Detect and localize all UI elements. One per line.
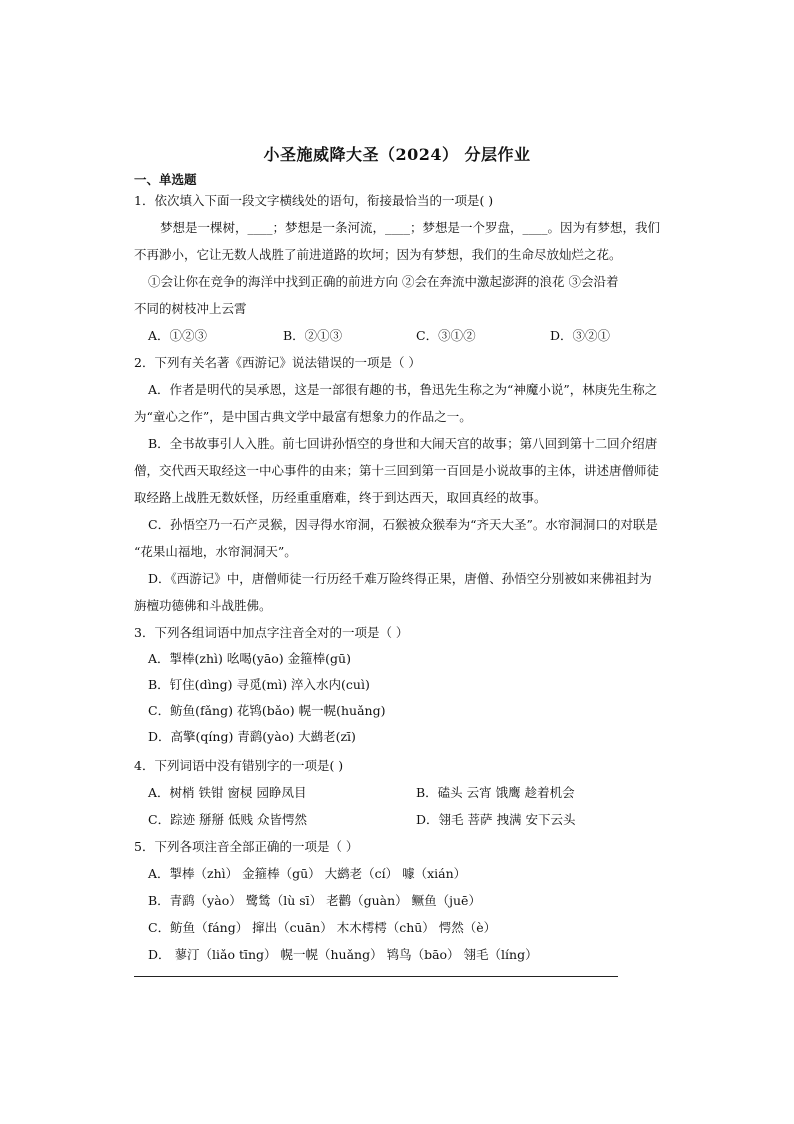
question-1-items: 不同的树枝冲上云霄 — [134, 301, 247, 316]
question-3-option-c: C．鲂鱼(fǎng) 花鸨(bǎo) 幌一幌(huǎng) — [148, 703, 386, 718]
question-4-option-c: C．踪迹 掰掰 低贱 众皆愕然 — [148, 812, 307, 827]
question-3-option-d: D．高擎(qíng) 青鹞(yào) 大鹚老(zī) — [148, 729, 356, 744]
question-2-option-c: “花果山福地，水帘洞洞天”。 — [134, 544, 297, 559]
question-1-stem: 1．依次填入下面一段文字横线处的语句，衔接最恰当的一项是( ) — [134, 193, 494, 208]
question-5-stem: 5．下列各项注音全部正确的一项是（ ） — [134, 839, 359, 854]
question-2-option-b: 僧，交代西天取经这一中心事件的由来；第十三回到第一百回是小说故事的主体，讲述唐僧师徒 — [134, 463, 660, 478]
question-3-option-b: B．钉住(dìng) 寻觅(mì) 淬入水内(cuì) — [148, 677, 370, 692]
question-1-passage: 梦想是一棵树，____；梦想是一条河流，____；梦想是一个罗盘，____。因为有梦想，我们 — [160, 220, 661, 235]
question-1-option-d: D．③②① — [550, 328, 611, 343]
question-2-option-b: 取经路上战胜无数妖怪，历经重重磨难，终于到达西天，取回真经的故事。 — [134, 490, 547, 505]
question-1-passage: 不再渺小，它让无数人战胜了前进道路的坎坷；因为有梦想，我们的生命尽放灿烂之花。 — [134, 247, 622, 262]
question-5-option-b: B．青鹞（yào） 鹭鸶（lù sī） 老鹳（guàn） 鳜鱼（juē） — [148, 893, 481, 908]
question-5-option-a: A．掣棒（zhì） 金箍棒（gū） 大鹚老（cí） 噱（xián） — [148, 866, 467, 881]
question-1-option-b: B．②①③ — [283, 328, 343, 343]
question-2-option-b: B．全书故事引人入胜。前七回讲孙悟空的身世和大闹天宫的故事；第八回到第十二回介绍唐 — [148, 436, 658, 451]
question-3-option-a: A．掣棒(zhì) 吆喝(yāo) 金箍棒(gū) — [148, 651, 351, 666]
question-2-option-a: A．作者是明代的吴承恩，这是一部很有趣的书，鲁迅先生称之为“神魔小说”，林庚先生称之 — [148, 382, 658, 397]
document-title: 小圣施威降大圣（2024） 分层作业 — [263, 145, 531, 164]
question-4-stem: 4．下列词语中没有错别字的一项是( ) — [134, 758, 344, 773]
question-1-items: ①会让你在竞争的海洋中找到正确的前进方向 ②会在奔流中激起澎湃的浪花 ③会沿着 — [148, 274, 619, 289]
question-4-option-a: A．树梢 铁钳 窗棂 园睁凤目 — [148, 785, 307, 800]
question-2-stem: 2．下列有关名著《西游记》说法错误的一项是（ ） — [134, 355, 421, 370]
question-5-option-d: D． 蓼汀（liǎo tīng） 幌一幌（huǎng） 鸨鸟（bāo） 翎毛（líng） — [148, 947, 538, 962]
question-2-option-d: D．《西游记》中，唐僧师徒一行历经千难万险终得正果，唐僧、孙悟空分别被如来佛祖封为 — [148, 571, 652, 586]
question-3-stem: 3．下列各组词语中加点字注音全对的一项是（ ） — [134, 625, 409, 640]
question-1-option-c: C．③①② — [416, 328, 476, 343]
section-heading: 一、单选题 — [134, 172, 197, 187]
footer-divider — [134, 976, 618, 977]
question-5-option-c: C．鲂鱼（fáng） 撺出（cuān） 木木樗樗（chū） 愕然（è） — [148, 920, 497, 935]
question-2-option-d: 旃檀功德佛和斗战胜佛。 — [134, 598, 272, 613]
question-4-option-d: D．翎毛 菩萨 拽满 安下云头 — [416, 812, 576, 827]
question-2-option-a: 为“童心之作”，是中国古典文学中最富有想象力的作品之一。 — [134, 409, 472, 424]
question-2-option-c: C．孙悟空乃一石产灵猴，因寻得水帘洞，石猴被众猴奉为“齐天大圣”。水帘洞洞口的对联是 — [148, 517, 658, 532]
question-1-option-a: A．①②③ — [148, 328, 208, 343]
question-4-option-b: B．磕头 云宵 饿鹰 趁着机会 — [416, 785, 575, 800]
